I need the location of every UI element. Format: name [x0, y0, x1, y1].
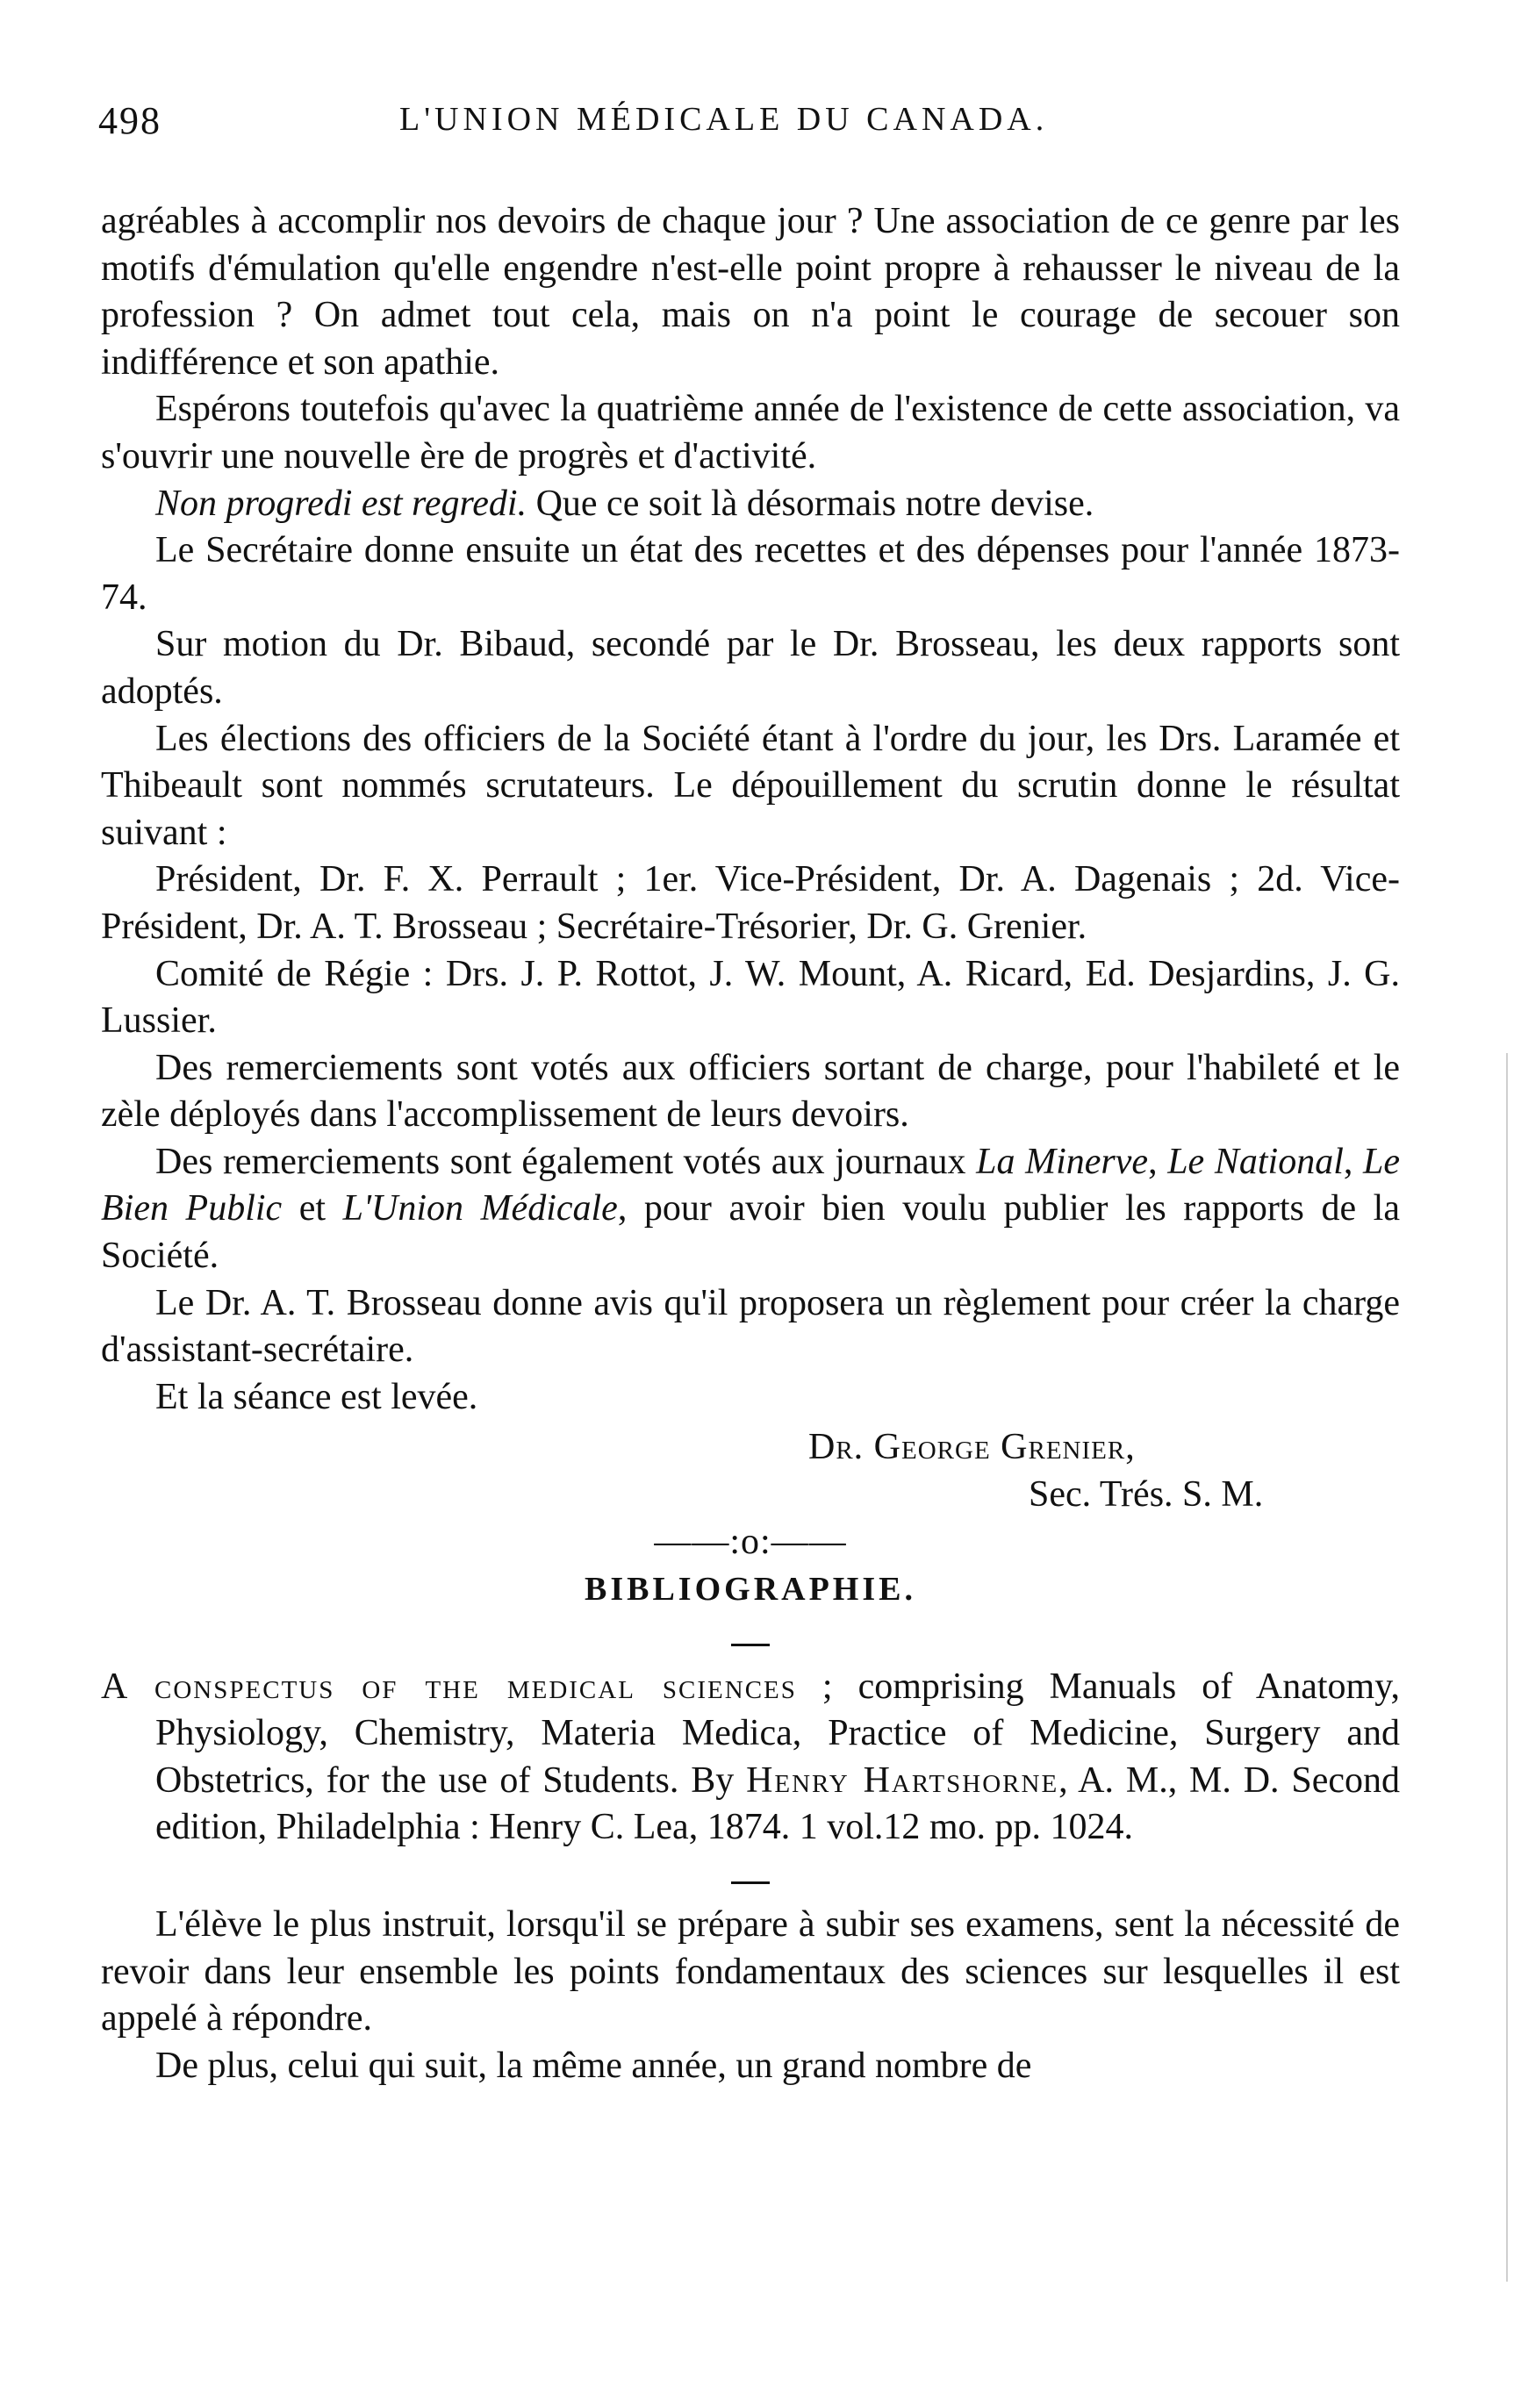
- ornament-separator: ——:o:——: [654, 1522, 847, 1563]
- paragraph: agréables à accomplir nos devoirs de chaque jour ? Une association de ce genre par les motifs d'émulation qu'elle engendre n'est-elle point propre à rehausser le niveau de la profession ? On admet tout cela, mais on n'a point le courage de secouer son indifférence et son apathie.: [101, 201, 1400, 383]
- bibliography-entry: [101, 1664, 1400, 1852]
- paragraph: [101, 1139, 1400, 1280]
- section-title: BIBLIOGRAPHIE.: [584, 1571, 917, 1609]
- journal-name: La Minerve: [976, 1141, 1149, 1182]
- book-title: A conspectus of the medical sciences: [101, 1666, 797, 1707]
- bibliography-text: ; comprising Manuals of Anatomy, Physiology, Chemistry, Materia Medica, Practice of Medicine, Surgery and Obstetrics, for the use of Students. By: [155, 1666, 1400, 1801]
- latin-motto: Non progredi est regredi.: [155, 483, 527, 524]
- page-number: 498: [98, 99, 161, 142]
- paragraph: Des remerciements sont votés aux officiers sortant de charge, pour l'habileté et le zèle déployés dans l'accomplissement de leurs devoirs.: [101, 1047, 1400, 1136]
- signature-block: [101, 1424, 1400, 1519]
- paragraph: Comité de Régie : Drs. J. P. Rottot, J. W. Mount, A. Ricard, Ed. Desjardins, J. G. Lussier.: [101, 953, 1400, 1042]
- review-paragraph: De plus, celui qui suit, la même année, un grand nombre de: [155, 2045, 1032, 2086]
- bibliography-text: , A. M., M. D. Second edition, Philadelphia : Henry C. Lea, 1874. 1 vol.12 mo. pp. 1024.: [155, 1759, 1400, 1848]
- paragraph-text: ,: [1148, 1141, 1168, 1182]
- short-rule: [731, 1881, 770, 1884]
- page-header: [0, 98, 1521, 151]
- short-rule: [731, 1644, 770, 1646]
- journal-name: L'Union Médicale: [342, 1188, 618, 1229]
- paragraph: Le Dr. A. T. Brosseau donne avis qu'il proposera un règlement pour créer la charge d'assistant-secrétaire.: [101, 1282, 1400, 1371]
- paragraph: Et la séance est levée.: [155, 1376, 478, 1417]
- paragraph: [101, 481, 1400, 528]
- journal-name: Le Bien Public: [101, 1141, 1400, 1229]
- running-title: L'UNION MÉDICALE DU CANADA.: [399, 101, 1049, 138]
- signature-name: Dr. George Grenier,: [808, 1427, 1136, 1468]
- paragraph: Président, Dr. F. X. Perrault ; 1er. Vice-Président, Dr. A. Dagenais ; 2d. Vice-Président, Dr. A. T. Brosseau ; Secrétaire-Trésorier, Dr. G. Grenier.: [101, 859, 1400, 947]
- page-body: [101, 198, 1400, 2089]
- journal-name: Le National: [1167, 1141, 1344, 1182]
- paragraph-text: ,: [1343, 1141, 1363, 1182]
- paragraph: Le Secrétaire donne ensuite un état des recettes et des dépenses pour l'année 1873-74.: [101, 530, 1400, 618]
- paragraph-text: , pour avoir bien voulu publier les rapports de la Société.: [101, 1188, 1400, 1277]
- review-paragraph: L'élève le plus instruit, lorsqu'il se prépare à subir ses examens, sent la nécessité de revoir dans leur ensemble les points fondamentaux des sciences sur lesquelles il est appelé à répondre.: [101, 1904, 1400, 2039]
- paragraph: Sur motion du Dr. Bibaud, secondé par le Dr. Brosseau, les deux rapports sont adoptés.: [101, 624, 1400, 712]
- paragraph: Les élections des officiers de la Société étant à l'ordre du jour, les Drs. Laramée et Thibeault sont nommés scrutateurs. Le dépouillement du scrutin donne le résultat suivant :: [101, 718, 1400, 853]
- paragraph-text: et: [282, 1188, 343, 1229]
- paragraph-text: Que ce soit là désormais notre devise.: [527, 483, 1094, 524]
- paragraph-text: Des remerciements sont également votés aux journaux: [155, 1141, 977, 1182]
- book-author: Henry Hartshorne: [746, 1759, 1059, 1801]
- page-edge-line: [1506, 1053, 1508, 2282]
- signature-title: Sec. Trés. S. M.: [1029, 1474, 1264, 1516]
- paragraph: Espérons toutefois qu'avec la quatrième année de l'existence de cette association, va s'ouvrir une nouvelle ère de progrès et d'activité.: [101, 389, 1400, 477]
